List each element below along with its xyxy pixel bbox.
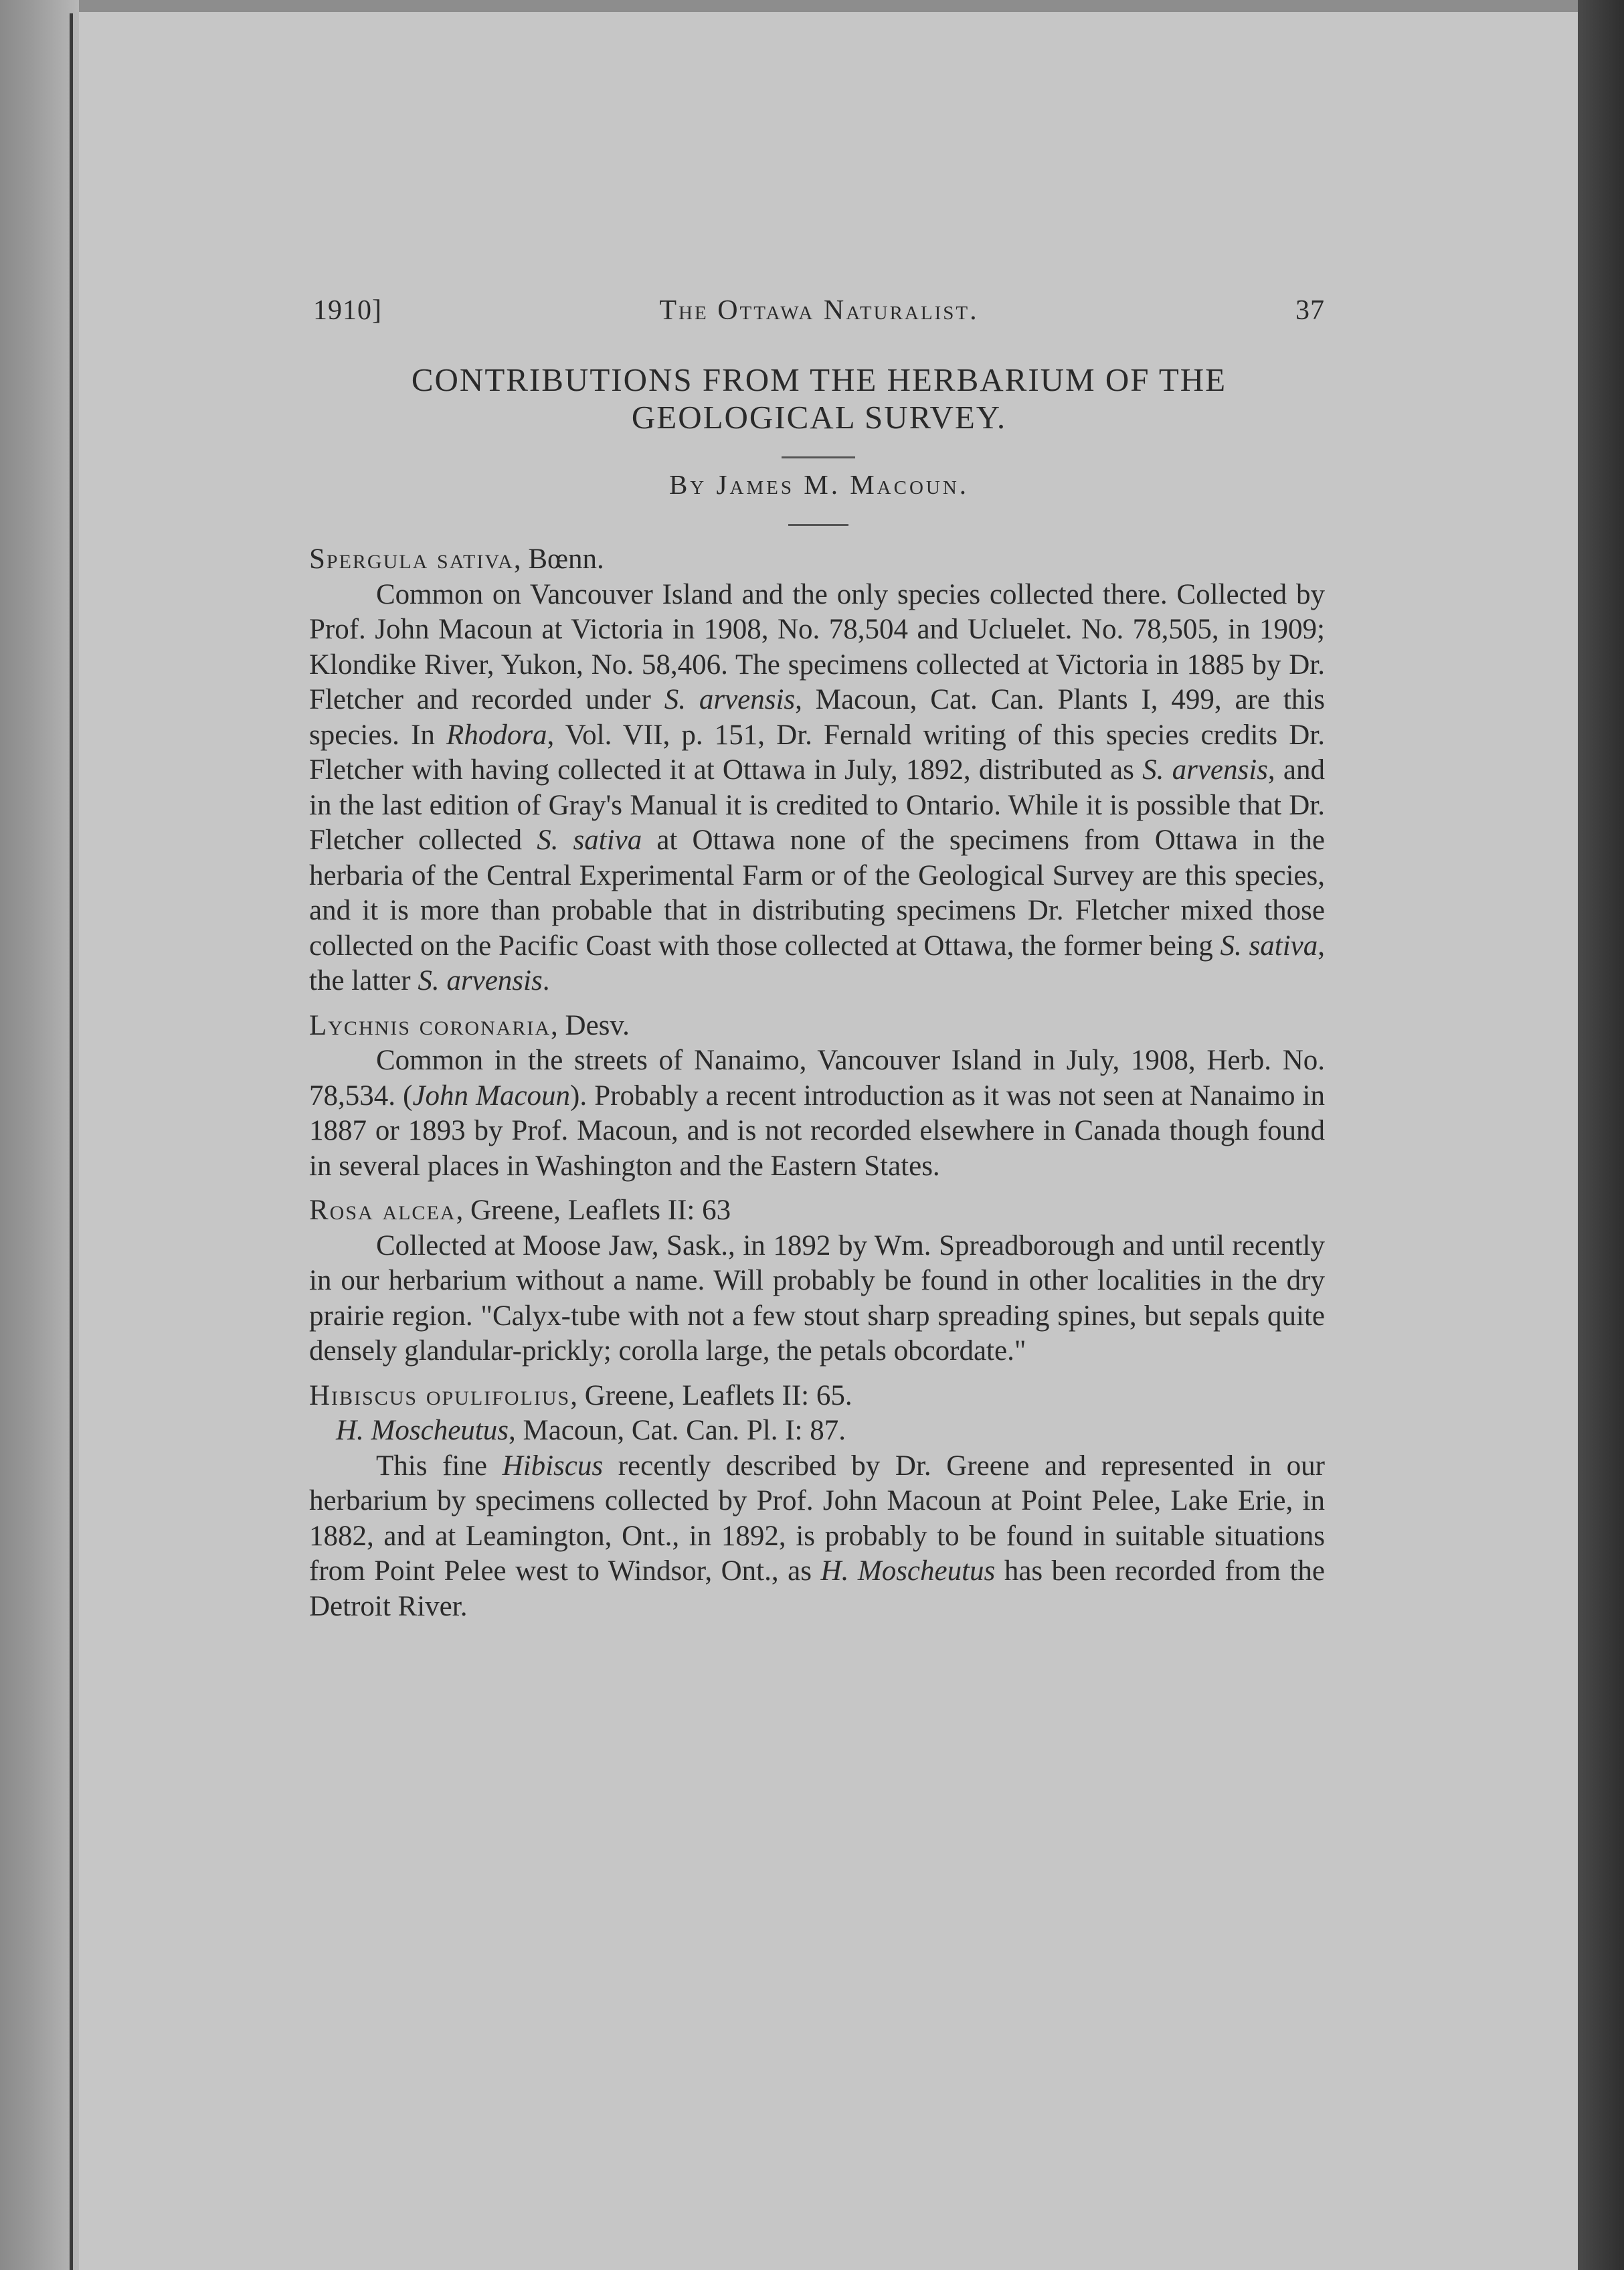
italic-run: S. arvensis <box>1142 754 1268 786</box>
italic-run: Rhodora <box>446 719 547 751</box>
text-run: Common on Vancouver Island and the only species collected there. Collected by Prof. John Macoun at Victoria in 1908, No. 78,504 and Ucluelet. No. 78,505, in 1909; Klondike River, Yukon, No. 58,406. The specimens collected at Victoria in 1885 by Dr. Fletcher and recorded under <box>309 578 1325 715</box>
taxon-name: Lychnis coronaria <box>309 1009 551 1041</box>
entry-heading-spergula <box>309 542 1325 578</box>
scan-left-margin <box>0 0 79 2270</box>
entry-synonym-hibiscus <box>309 1413 1325 1449</box>
byline-divider <box>788 524 848 526</box>
taxon-authority: , Greene, Leaflets II: 63 <box>456 1195 731 1226</box>
text-run: , Vol. VII, p. 151, Dr. Fernald writing of this species credits Dr. Fletcher with having collected it at Ottawa in July, 1892, distributed as <box>309 719 1325 786</box>
taxon-authority: , Bœnn. <box>513 543 604 575</box>
running-head-journal: The Ottawa Naturalist. <box>659 295 979 326</box>
entry-text-hibiscus <box>309 1449 1325 1625</box>
text-run: ). Probably a recent introduction as it was not seen at Nanaimo in 1887 or 1893 by Prof. Macoun, and is not recorded elsewhere in Canada though found in several places in Washington and the Eastern States. <box>309 1079 1326 1182</box>
article-title-line-2: GEOLOGICAL SURVEY. <box>631 399 1007 436</box>
entry-heading-hibiscus <box>309 1379 1325 1414</box>
text-run: . <box>542 965 550 996</box>
synonym-name: H. Moscheutus <box>336 1415 509 1446</box>
entry-heading-lychnis <box>309 1009 1325 1044</box>
text-run: , the latter <box>309 930 1326 996</box>
article-title-line-1: CONTRIBUTIONS FROM THE HERBARIUM OF THE <box>411 361 1227 398</box>
entry-text-lychnis <box>309 1043 1325 1184</box>
article-title <box>313 361 1325 436</box>
page-number: 37 <box>1295 295 1325 326</box>
italic-run: S. arvensis <box>418 965 543 996</box>
entry-text-spergula <box>309 578 1325 999</box>
running-head-year: 1910] <box>313 295 382 326</box>
text-run: This fine <box>376 1450 503 1482</box>
text-run: Collected at Moose Jaw, Sask., in 1892 by Wm. Spreadborough and until recently in our herbarium without a name. Will probably be found in other localities in the dry prairie region. "Calyx-tube with not a few stout sharp spreading spines, but sepals quite densely glandular-prickly; corolla large, the petals obcordate." <box>309 1229 1325 1367</box>
text-run: , Macoun, Cat. Can. Plants I, 499, are this species. In <box>309 684 1325 751</box>
taxon-authority: , Greene, Leaflets II: 65. <box>570 1379 852 1411</box>
taxon-authority: , Desv. <box>551 1009 630 1041</box>
scan-binding-line <box>70 13 73 2270</box>
italic-run: S. sativa <box>537 824 642 856</box>
text-run: has been recorded from the Detroit River. <box>309 1555 1325 1622</box>
scan-right-margin <box>1578 0 1624 2270</box>
text-run: recently described by Dr. Greene and represented in our herbarium by specimens collected by Prof. John Macoun at Point Pelee, Lake Erie, in 1882, and at Leamington, Ont., in 1892, is probably to be found in suitable situations from Point Pelee west to Windsor, Ont., as <box>309 1450 1325 1587</box>
entry-heading-rosa <box>309 1193 1325 1229</box>
title-divider <box>782 456 855 458</box>
italic-run: John Macoun <box>412 1079 571 1112</box>
text-run: at Ottawa none of the specimens from Ottawa in the herbaria of the Central Experimental Farm or of the Geological Survey are this species, and it is more than probable that in distributing specimens Dr. Fletcher mixed those collected on the Pacific Coast with those collected at Ottawa, the former being <box>309 824 1325 962</box>
taxon-name: Spergula sativa <box>309 543 514 575</box>
byline: By James M. Macoun. <box>668 469 970 500</box>
italic-run: S. sativa <box>1220 930 1318 962</box>
entry-text-rosa <box>309 1229 1325 1369</box>
taxon-name: Hibiscus opulifolius <box>309 1379 571 1411</box>
running-head <box>313 294 1325 335</box>
italic-run: Hibiscus <box>502 1450 604 1482</box>
taxon-name: Rosa alcea <box>309 1195 456 1226</box>
text-run: , and in the last edition of Gray's Manual it is credited to Ontario. While it is possible that Dr. Fletcher collected <box>309 754 1325 856</box>
italic-run: S. arvensis <box>664 684 796 715</box>
italic-run: H. Moscheutus <box>820 1555 996 1587</box>
text-run: Common in the streets of Nanaimo, Vancouver Island in July, 1908, Herb. No. 78,534. ( <box>309 1045 1325 1112</box>
article-body <box>309 542 1325 1624</box>
synonym-citation: , Macoun, Cat. Can. Pl. I: 87. <box>508 1415 846 1446</box>
